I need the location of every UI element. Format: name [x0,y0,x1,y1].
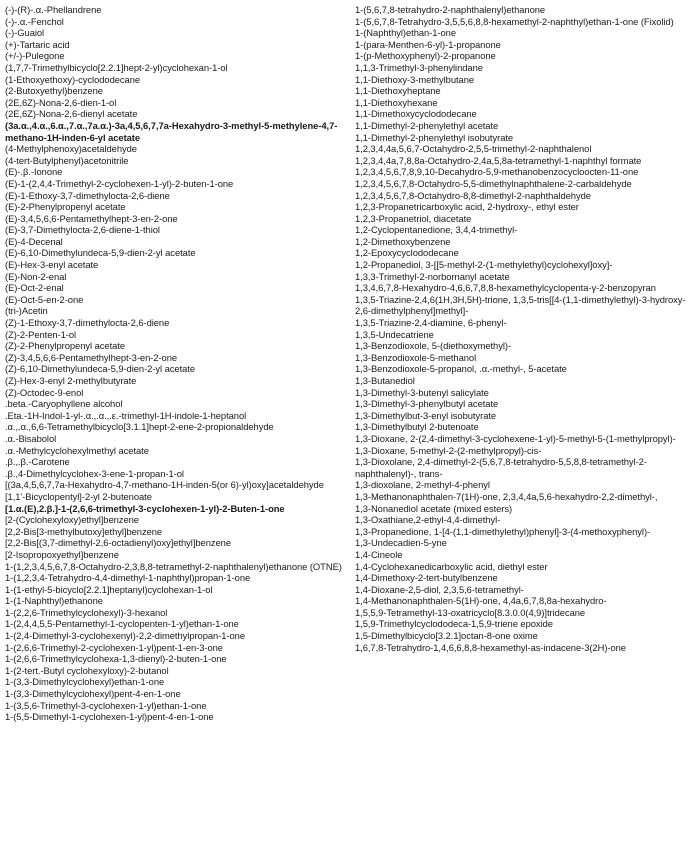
list-item: 1-(2,2,6-Trimethylcyclohexyl)-3-hexanol [5,606,168,618]
list-item: 1,3-Benzodioxole-5-methanol [355,351,477,363]
list-item: [2-Isopropoxyethyl]benzene [5,548,119,560]
list-item: 1,4-Cyclohexanedicarboxylic acid, diethyl ester [355,560,548,572]
list-item: 1-(2,6,6-Trimethylcyclohexa-1,3-dienyl)-2-buten-1-one [5,653,227,665]
list-item: .α.-Methylcyclohexylmethyl acetate [5,444,149,456]
list-item: 1,3-Methanonaphthalen-7(1H)-one, 2,3,4,4a,5,6-hexahydro-2,2-dimethyl-, [355,490,658,502]
list-item: 1,3-Dimethylbutyl 2-butenoate [355,421,479,433]
list-item: (2E,6Z)-Nona-2,6-dien-1-ol [5,96,117,108]
left-column [5,4,342,723]
list-item: (tri-)Acetin [5,305,48,317]
list-item: .β.,4-Dimethylcyclohex-3-ene-1-propan-1-ol [5,467,184,479]
list-item: 1-(3,3-Dimethylcyclohexyl)ethan-1-one [5,676,165,688]
list-item: (E)-.β.-Ionone [5,166,63,178]
list-item: 1,5-Dimethylbicyclo[3.2.1]octan-8-one oxime [355,630,538,642]
list-item: (Z)-Hex-3-enyl 2-methylbutyrate [5,375,137,386]
list-item: (4-Methylphenoxy)acetaldehyde [5,143,137,155]
list-item: (E)-1-Ethoxy-3,7-dimethylocta-2,6-diene [5,189,170,201]
list-item: 1-(2,4-Dimethyl-3-cyclohexenyl)-2,2-dimethylpropan-1-one [5,630,246,642]
list-item: (E)-Non-2-enal [5,270,67,282]
list-item: .β.,.β.-Carotene [5,456,70,468]
list-item: [(3a,4,5,6,7,7a-Hexahydro-4,7-methano-1H-inden-5(or 6)-yl)oxy]acetaldehyde [5,479,324,491]
list-item: 1,2-Propanediol, 3-[[5-methyl-2-(1-methylethyl)cyclohexyl]oxy]- [355,259,613,271]
list-item: (1-Ethoxyethoxy)-cyclododecane [5,73,141,85]
list-item: (-)-.α.-Fenchol [5,15,64,27]
list-item: (3a.α.,4.α.,6.α.,7.α.,7a.α.)-3a,4,5,6,7,7a-Hexahydro-3-methyl-5-methylene-4,7-methano-1H-inden-6-yl acetate [5,119,338,143]
list-item: 1,2,3,4,5,6,7,8-Octahydro-5,5-dimethylnaphthalene-2-carbaldehyde [355,177,632,189]
list-item: .beta.-Caryophyllene alcohol [5,398,123,410]
list-item: 1,2-Epoxycyclododecane [355,247,459,259]
list-item: 1,3-dioxolane, 2-methyl-4-phenyl [355,479,490,491]
list-item: 1,2,3-Propanetricarboxylic acid, 2-hydroxy-, ethyl ester [355,201,579,213]
list-item: 1-(para-Menthen-6-yl)-1-propanone [355,38,501,50]
list-item: 1,3-Dimethylbut-3-enyl isobutyrate [355,409,497,421]
list-item: 1-(1-ethyl-5-bicyclo[2.2.1]heptanyl)cyclohexan-1-ol [5,583,213,595]
list-item: 1,4-Cineole [355,548,403,560]
list-item: (E)-1-(2,4,4-Trimethyl-2-cyclohexen-1-yl)-2-buten-1-one [5,177,234,189]
list-item: 1,3-Dimethyl-3-butenyl salicylate [355,386,489,398]
list-item: 1,4-Dioxane-2,5-diol, 2,3,5,6-tetramethyl- [355,583,524,595]
list-item: 1,3-Benzodioxole-5-propanol, .α.-methyl-, 5-acetate [355,363,567,375]
list-item: 1,3,5-Triazine-2,4,6(1H,3H,5H)-trione, 1,3,5-tris[[4-(1,1-dimethylethyl)-3-hydroxy-2,6-dimethylphenyl]methyl]- [355,293,686,317]
list-item: 1,4-Methanonaphthalen-5(1H)-one, 4,4a,6,7,8,8a-hexahydro- [355,595,607,607]
list-item: 1,3-Dioxane, 5-methyl-2-(2-methylpropyl)-cis- [355,444,542,456]
list-item: 1,2,3,4,5,6,7,8,9,10-Decahydro-5,9-methanobenzocycloocten-11-one [355,166,639,178]
list-item: 1-(2,4,4,5,5-Pentamethyl-1-cyclopenten-1-yl)ethan-1-one [5,618,239,630]
list-item: 1-(5,6,7,8-tetrahydro-2-naphthalenyl)ethanone [355,4,546,15]
list-item: 1,3-Dimethyl-3-phenylbutyl acetate [355,398,499,410]
list-item: 1,3-Dioxane, 2-(2,4-dimethyl-3-cyclohexene-1-yl)-5-methyl-5-(1-methylpropyl)- [355,432,676,444]
list-item: (1,7,7-Trimethylbicyclo[2.2.1]hept-2-yl)cyclohexan-1-ol [5,61,228,73]
list-item: 1,3-Propanedione, 1-[4-(1,1-dimethylethyl)phenyl]-3-(4-methoxyphenyl)- [355,525,651,537]
list-item: (Z)-6,10-Dimethylundeca-5,9-dien-2-yl acetate [5,363,196,375]
list-item: [2,2-Bis[3-methylbutoxy]ethyl]benzene [5,525,163,537]
list-item: (E)-4-Decenal [5,235,63,247]
list-item: 1,3-Nonanediol acetate (mixed esters) [355,502,513,514]
list-item: 1-(3,3-Dimethylcyclohexyl)pent-4-en-1-one [5,688,181,700]
list-item: 1-(2-tert.-Butyl cyclohexyloxy)-2-butanol [5,664,169,676]
list-item: .α.,.α.,6,6-Tetramethylbicyclo[3.1.1]hept-2-ene-2-propionaldehyde [5,421,274,433]
list-item: (-)-(R)-.α.-Phellandrene [5,4,102,15]
list-item: 1,1-Dimethoxycyclododecane [355,108,477,120]
list-item: 1,3-Butanediol [355,375,415,386]
list-item: [2,2-Bis[(3,7-dimethyl-2,6-octadienyl)oxy]ethyl]benzene [5,537,232,549]
list-item: .α.-Bisabolol [5,432,57,444]
list-item: (E)-3,4,5,6,6-Pentamethylhept-3-en-2-one [5,212,178,224]
list-item: (2-Butoxyethyl)benzene [5,85,103,97]
list-item: 1-(p-Methoxyphenyl)-2-propanone [355,50,496,62]
list-item: 1-(1-Naphthyl)ethanone [5,595,103,607]
list-item: 1,6,7,8-Tetrahydro-1,4,6,6,8,8-hexamethyl-as-indacene-3(2H)-one [355,641,626,653]
list-item: 1,2,3,4,4a,5,6,7-Octahydro-2,5,5-trimethyl-2-naphthalenol [355,143,592,155]
list-item: [2-(Cyclohexyloxy)ethyl]benzene [5,514,139,526]
list-item: (+/-)-Pulegone [5,50,65,62]
list-item: 1,1-Dimethyl-2-phenylethyl isobutyrate [355,131,514,143]
list-item: (2E,6Z)-Nona-2,6-dienyl acetate [5,108,138,120]
list-item: 1-(5,5-Dimethyl-1-cyclohexen-1-yl)pent-4-en-1-one [5,711,214,723]
list-item: 1,3-Undecadien-5-yne [355,537,447,549]
right-column [355,4,695,653]
list-item: (4-tert-Butylphenyl)acetonitrile [5,154,129,166]
list-item: 1,1-Diethoxyheptane [355,85,441,97]
list-item: [1.α.(E),2.β.]-1-(2,6,6-trimethyl-3-cyclohexen-1-yl)-2-Buten-1-one [5,502,285,514]
list-item: (E)-3,7-Dimethylocta-2,6-diene-1-thiol [5,224,160,236]
list-item: 1-(5,6,7,8-Tetrahydro-3,5,5,6,8,8-hexamethyl-2-naphthyl)ethan-1-one (Fixolid) [355,15,674,27]
list-item: 1-(Naphthyl)ethan-1-one [355,27,456,39]
list-item: (E)-Oct-5-en-2-one [5,293,84,305]
list-item: 1,5,9-Trimethylcyclododeca-1,5,9-triene epoxide [355,618,553,630]
list-item: 1,2,3,4,4a,7,8,8a-Octahydro-2,4a,5,8a-tetramethyl-1-naphthyl formate [355,154,642,166]
list-item: 1-(1,2,3,4-Tetrahydro-4,4-dimethyl-1-naphthyl)propan-1-one [5,572,251,584]
list-item: 1,2-Dimethoxybenzene [355,235,451,247]
list-item: (E)-6,10-Dimethylundeca-5,9-dien-2-yl acetate [5,247,196,259]
list-item: (Z)-2-Penten-1-ol [5,328,77,340]
list-item: 1,4-Dimethoxy-2-tert-butylbenzene [355,572,498,584]
list-item: [1,1'-Bicyclopentyl]-2-yl 2-butenoate [5,490,152,502]
list-item: (E)-Oct-2-enal [5,282,64,294]
list-item: .Eta.-1H-Indol-1-yl-.α.,.α.,.ε.-trimethyl-1H-indole-1-heptanol [5,409,247,421]
list-item: 1,1,3-Trimethyl-3-phenylindane [355,61,483,73]
list-item: 1,1-Diethoxyhexane [355,96,438,108]
list-item: (Z)-3,4,5,6,6-Pentamethylhept-3-en-2-one [5,351,178,363]
list-item: 1,3,5-Undecatriene [355,328,434,340]
list-item: 1,2,3-Propanetriol, diacetate [355,212,472,224]
list-item: (-)-Guaiol [5,27,45,39]
list-item: 1-(2,6,6-Trimethyl-2-cyclohexen-1-yl)pent-1-en-3-one [5,641,223,653]
list-item: 1-(3,5,6-Trimethyl-3-cyclohexen-1-yl)ethan-1-one [5,699,207,711]
list-item: 1,3-Dioxolane, 2,4-dimethyl-2-(5,6,7,8-tetrahydro-5,5,8,8-tetramethyl-2-naphthalenyl)-, trans- [355,456,647,479]
list-item: 1,3-Benzodioxole, 5-(diethoxymethyl)- [355,340,512,352]
list-item: 1,3-Oxathiane,2-ethyl-4,4-dimethyl- [355,514,501,526]
list-item: 1,1-Dimethyl-2-phenylethyl acetate [355,119,499,131]
list-item: 1,3,3-Trimethyl-2-norbornanyl acetate [355,270,510,282]
list-item: 1,2-Cyclopentanedione, 3,4,4-trimethyl- [355,224,518,236]
list-item: 1,3,4,6,7,8-Hexahydro-4,6,6,7,8,8-hexamethylcyclopenta-γ-2-benzopyran [355,282,656,294]
list-item: (Z)-Octodec-9-enol [5,386,84,398]
list-item: 1,1-Diethoxy-3-methylbutane [355,73,475,85]
list-item: (E)-2-Phenylpropenyl acetate [5,201,126,213]
list-item: (E)-Hex-3-enyl acetate [5,259,99,271]
list-item: 1,5,5,9-Tetramethyl-13-oxatricyclo[8.3.0.0(4,9)]tridecane [355,606,586,618]
list-item: (+)-Tartaric acid [5,38,70,50]
list-item: (Z)-1-Ethoxy-3,7-dimethylocta-2,6-diene [5,317,170,329]
list-item: 1,2,3,4,5,6,7,8-Octahydro-8,8-dimethyl-2-naphthaldehyde [355,189,591,201]
list-item: 1,3,5-Triazine-2,4-diamine, 6-phenyl- [355,317,507,329]
list-item: 1-(1,2,3,4,5,6,7,8-Octahydro-2,3,8,8-tetramethyl-2-naphthalenyl)ethanone (OTNE) [5,560,342,572]
list-item: (Z)-2-Phenylpropenyl acetate [5,340,126,352]
